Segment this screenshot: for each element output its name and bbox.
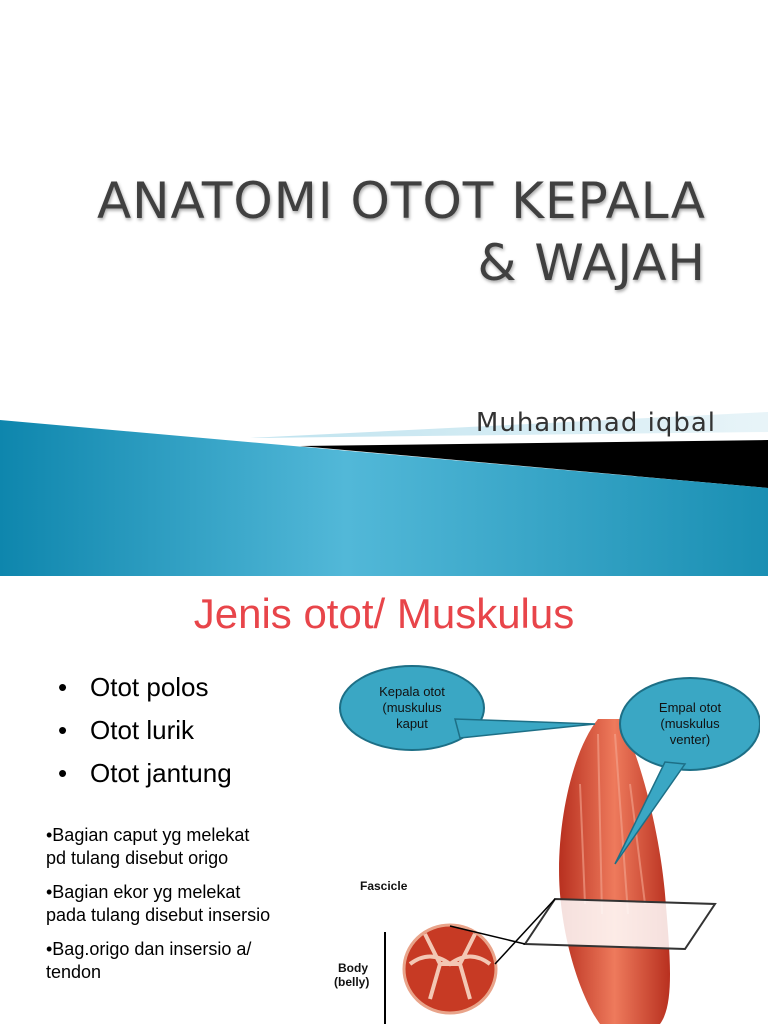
title-line-2: & WAJAH (477, 234, 706, 292)
list-item: • Otot polos (58, 672, 232, 715)
callout-right-text: Empal otot (658, 700, 722, 715)
title-line-1: ANATOMI OTOT KEPALA (96, 172, 706, 230)
muscle-diagram (330, 664, 760, 1024)
note-item: •Bagian ekor yg melekat pada tulang disebut insersio (46, 882, 271, 925)
note-item: •Bagian caput yg melekat pd tulang disebut origo (46, 825, 250, 868)
slide-heading: Jenis otot/ Muskulus (193, 590, 575, 637)
body-label: Body (338, 961, 368, 975)
body-label: (belly) (334, 975, 370, 989)
callout-left-text: Kepala otot (379, 684, 445, 699)
callout-left-text: (muskulus (382, 700, 442, 715)
callout-right-text: (muskulus (660, 716, 720, 731)
content-slide (0, 576, 768, 1024)
fascicle-cross-section (404, 925, 496, 1013)
muscle-belly-shape (559, 719, 670, 1024)
notes-block (46, 824, 326, 995)
fascicle-label: Fascicle (360, 879, 408, 893)
list-item: • Otot jantung (58, 758, 232, 801)
author-name: Muhammad iqbal (475, 408, 716, 438)
muscle-type-list (58, 672, 232, 801)
note-item: •Bag.origo dan insersio a/ tendon (46, 939, 252, 982)
section-plane (525, 899, 715, 949)
slide-title (26, 170, 706, 294)
list-item: • Otot lurik (58, 715, 232, 758)
callout-right-text: venter) (669, 732, 711, 747)
callout-left-text: kaput (396, 716, 428, 731)
